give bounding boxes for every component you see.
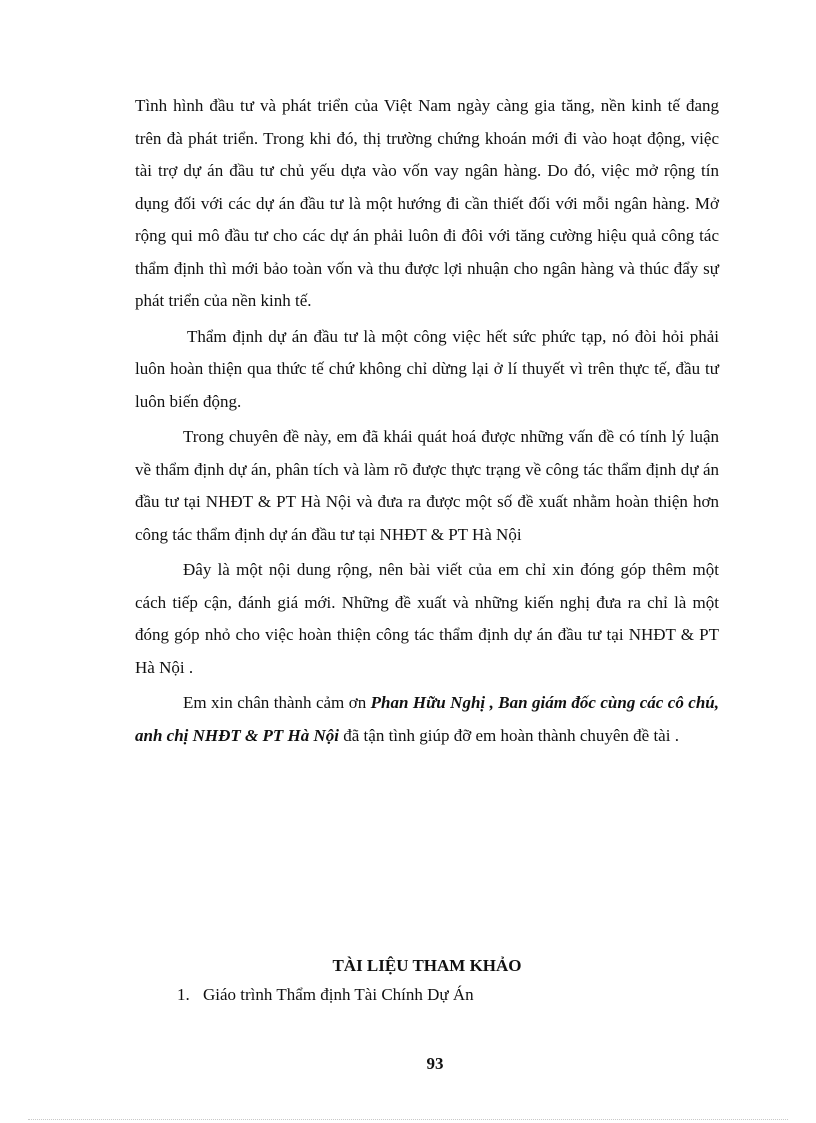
reference-text: Giáo trình Thẩm định Tài Chính Dự Án <box>203 985 474 1004</box>
paragraph-5-start: Em xin chân thành cảm ơn <box>183 693 371 712</box>
footer-divider <box>28 1119 788 1120</box>
paragraph-5-end: đã tận tình giúp đỡ em hoàn thành chuyên đề tài . <box>339 725 679 745</box>
body-text <box>135 90 719 752</box>
paragraph-1: Tình hình đầu tư và phát triển của Việt Nam ngày càng gia tăng, nền kinh tế đang trên đà phát triển. Trong khi đó, thị trường chứng khoán mới đi vào hoạt động, việc tài trợ dự án đầu tư chủ yếu dựa vào vốn vay ngân hàng. Do đó, việc mở rộng tín dụng đối với các dự án đầu tư là một hướng đi cần thiết đối với mỗi ngân hàng. Mở rộng qui mô đầu tư cho các dự án phải luôn đi đôi với tăng cường hiệu quả công tác thẩm định thì mới bảo toàn vốn và thu được lợi nhuận cho ngân hàng và thúc đẩy sự phát triển của nền kinh tế. <box>135 96 719 310</box>
paragraph-3: Trong chuyên đề này, em đã khái quát hoá được những vấn đề có tính lý luận về thẩm định dự án, phân tích và làm rõ được thực trạng về công tác thẩm định dự án đầu tư tại NHĐT & PT Hà Nội và đưa ra được một số đề xuất nhằm hoàn thiện hơn công tác thẩm định dự án đầu tư tại NHĐT & PT Hà Nội <box>135 427 719 544</box>
acknowledged-names: Phan Hữu Nghị , Ban giám đốc cùng các cô chú, anh chị NHĐT & PT Hà Nội <box>135 693 719 745</box>
paragraph-5 <box>135 687 719 752</box>
paragraph-2: Thẩm định dự án đầu tư là một công việc hết sức phức tạp, nó đòi hỏi phải luôn hoàn thiện qua thức tế chứ không chỉ dừng lại ở lí thuyết vì trên thực tế, đầu tư luôn biến động. <box>135 326 719 411</box>
paragraph-4: Đây là một nội dung rộng, nên bài viết của em chỉ xin đóng góp thêm một cách tiếp cận, đánh giá mới. Những đề xuất và những kiến nghị đưa ra chỉ là một đóng góp nhỏ cho việc hoàn thiện công tác thẩm định dự án đầu tư tại NHĐT & PT Hà Nội . <box>135 560 719 677</box>
reference-item <box>177 981 697 1009</box>
references-title: TÀI LIỆU THAM KHẢO <box>332 956 522 975</box>
reference-number: 1. <box>177 985 190 1004</box>
page-number: 93 <box>426 1054 444 1073</box>
